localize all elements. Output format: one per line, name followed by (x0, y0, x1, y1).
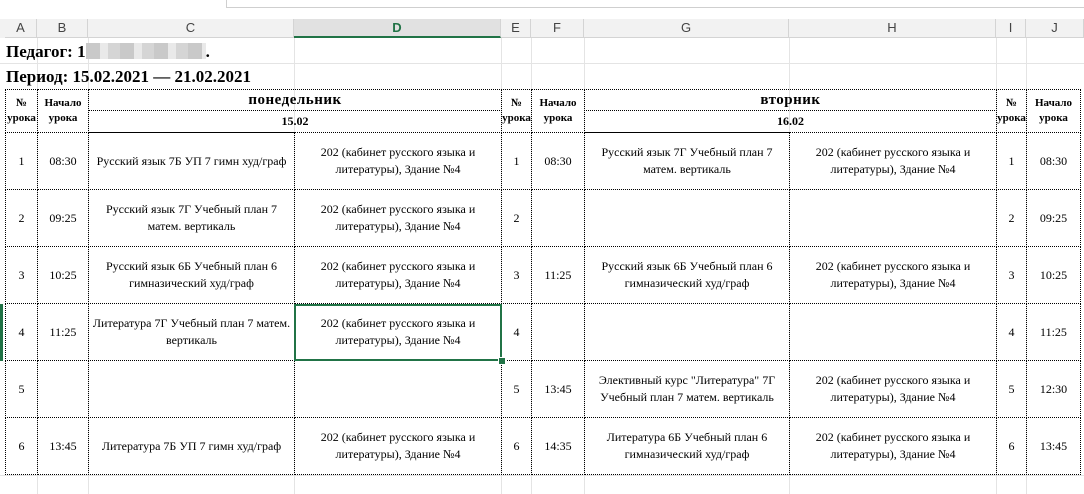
row-5-no[interactable]: 5 (18, 381, 25, 396)
row-3-wed-no[interactable]: 3 (1008, 267, 1015, 282)
column-header-e[interactable]: E (501, 19, 531, 38)
fill-handle[interactable] (498, 357, 506, 365)
column-header-d[interactable]: D (294, 19, 501, 38)
row-1-wed-no[interactable]: 1 (1008, 153, 1015, 168)
row-4-wed-time[interactable]: 11:25 (1040, 324, 1067, 339)
row-2-mon-time[interactable]: 09:25 (49, 210, 77, 225)
row-1-no[interactable]: 1 (18, 153, 25, 168)
row-5-tue-room[interactable]: 202 (кабинет русского языка и литературы), Здание №4 (815, 373, 971, 404)
column-header-j[interactable]: J (1026, 19, 1084, 38)
row-2-wed-no[interactable]: 2 (1008, 210, 1015, 225)
row-2-tue-no[interactable]: 2 (513, 210, 520, 225)
row-4-no[interactable]: 4 (18, 324, 25, 339)
row-3-mon-room[interactable]: 202 (кабинет русского языка и литературы), Здание №4 (320, 259, 476, 290)
teacher-label: Педагог: 1 . (6, 42, 210, 61)
row-2-tue-subject[interactable] (584, 189, 790, 247)
row-6-wed-no[interactable]: 6 (1008, 438, 1015, 453)
row-4-mon-time[interactable]: 11:25 (49, 324, 77, 339)
monday-header: понедельник (248, 91, 342, 108)
active-row-indicator (0, 304, 3, 361)
row-3-no[interactable]: 3 (18, 267, 25, 282)
row-2-no[interactable]: 2 (18, 210, 25, 225)
column-header-h[interactable]: H (789, 19, 996, 38)
row-4-mon-subject[interactable]: Литература 7Г Учебный план 7 матем. вертикаль (92, 316, 291, 347)
row-6-mon-room[interactable]: 202 (кабинет русского языка и литературы), Здание №4 (320, 430, 476, 461)
lesson-no-header: № урока (7, 97, 36, 124)
start-header-2: Начало урока (539, 97, 577, 124)
row-4-tue-subject[interactable] (584, 303, 790, 361)
row-6-tue-time[interactable]: 14:35 (544, 438, 572, 453)
row-1-mon-room[interactable]: 202 (кабинет русского языка и литературы), Здание №4 (320, 145, 476, 176)
lesson-no-header-3: № урока (997, 97, 1026, 124)
row-5-wed-no[interactable]: 5 (1008, 381, 1015, 396)
row-5-mon-room[interactable] (294, 360, 502, 418)
row-5-tue-no[interactable]: 5 (513, 381, 520, 396)
row-1-wed-time[interactable]: 08:30 (1039, 153, 1068, 168)
row-2-mon-room[interactable]: 202 (кабинет русского языка и литературы), Здание №4 (320, 202, 476, 233)
column-header-c[interactable]: C (88, 19, 294, 38)
row-6-wed-time[interactable]: 13:45 (1039, 438, 1068, 453)
column-header-g[interactable]: G (584, 19, 789, 38)
row-3-tue-subject[interactable]: Русский язык 6Б Учебный план 6 гимназический худ/граф (601, 259, 773, 290)
row-5-tue-subject[interactable]: Элективный курс "Литература" 7Г Учебный план 7 матем. вертикаль (598, 373, 776, 404)
redacted-name (86, 43, 206, 59)
lesson-no-header-2: № урока (502, 97, 531, 124)
row-3-mon-subject[interactable]: Русский язык 6Б Учебный план 6 гимназический худ/граф (105, 259, 278, 290)
formula-bar[interactable] (226, 0, 1084, 8)
row-1-tue-room[interactable]: 202 (кабинет русского языка и литературы), Здание №4 (815, 145, 971, 176)
monday-date: 15.02 (281, 114, 309, 128)
row-1-tue-subject[interactable]: Русский язык 7Г Учебный план 7 матем. вертикаль (601, 145, 773, 176)
row-1-mon-time[interactable]: 08:30 (49, 153, 77, 168)
row-3-tue-time[interactable]: 11:25 (544, 267, 572, 282)
row-5-wed-time[interactable]: 12:30 (1039, 381, 1068, 396)
row-4-wed-no[interactable]: 4 (1008, 324, 1015, 339)
row-3-wed-time[interactable]: 10:25 (1039, 267, 1068, 282)
row-6-mon-time[interactable]: 13:45 (49, 438, 77, 453)
row-6-no[interactable]: 6 (18, 438, 25, 453)
start-header-3: Начало урока (1034, 97, 1073, 124)
row-1-tue-no[interactable]: 1 (513, 153, 520, 168)
row-5-tue-time[interactable]: 13:45 (544, 381, 572, 396)
column-header-i[interactable]: I (996, 19, 1026, 38)
row-2-wed-time[interactable]: 09:25 (1039, 210, 1068, 225)
tuesday-header: вторник (760, 91, 821, 108)
row-2-tue-room[interactable] (789, 189, 997, 247)
row-2-mon-subject[interactable]: Русский язык 7Г Учебный план 7 матем. вертикаль (105, 202, 278, 233)
row-2-tue-time[interactable] (531, 189, 585, 247)
row-4-mon-room[interactable]: 202 (кабинет русского языка и литературы), Здание №4 (320, 316, 476, 347)
column-header-b[interactable]: B (37, 19, 88, 38)
row-4-tue-room[interactable] (789, 303, 997, 361)
row-1-tue-time[interactable]: 08:30 (544, 153, 572, 168)
active-cell-selection[interactable] (294, 304, 502, 361)
row-5-mon-subject[interactable] (88, 360, 295, 418)
column-header-a[interactable]: A (5, 19, 37, 38)
start-header: Начало урока (44, 97, 82, 124)
row-3-mon-time[interactable]: 10:25 (49, 267, 77, 282)
row-3-tue-no[interactable]: 3 (513, 267, 520, 282)
row-6-tue-subject[interactable]: Литература 6Б Учебный план 6 гимназический худ/граф (606, 430, 768, 461)
row-6-mon-subject[interactable]: Литература 7Б УП 7 гимн худ/граф (101, 438, 282, 453)
period-label: Период: 15.02.2021 — 21.02.2021 (6, 67, 252, 86)
formula-bar-strip (0, 0, 1084, 9)
tuesday-date: 16.02 (777, 114, 804, 128)
row-4-tue-no[interactable]: 4 (513, 324, 520, 339)
row-3-tue-room[interactable]: 202 (кабинет русского языка и литературы), Здание №4 (815, 259, 971, 290)
row-5-mon-time[interactable] (37, 360, 89, 418)
row-4-tue-time[interactable] (531, 303, 585, 361)
row-6-tue-room[interactable]: 202 (кабинет русского языка и литературы), Здание №4 (815, 430, 971, 461)
row-6-tue-no[interactable]: 6 (513, 438, 520, 453)
column-header-f[interactable]: F (531, 19, 584, 38)
row-1-mon-subject[interactable]: Русский язык 7Б УП 7 гимн худ/граф (96, 153, 287, 168)
